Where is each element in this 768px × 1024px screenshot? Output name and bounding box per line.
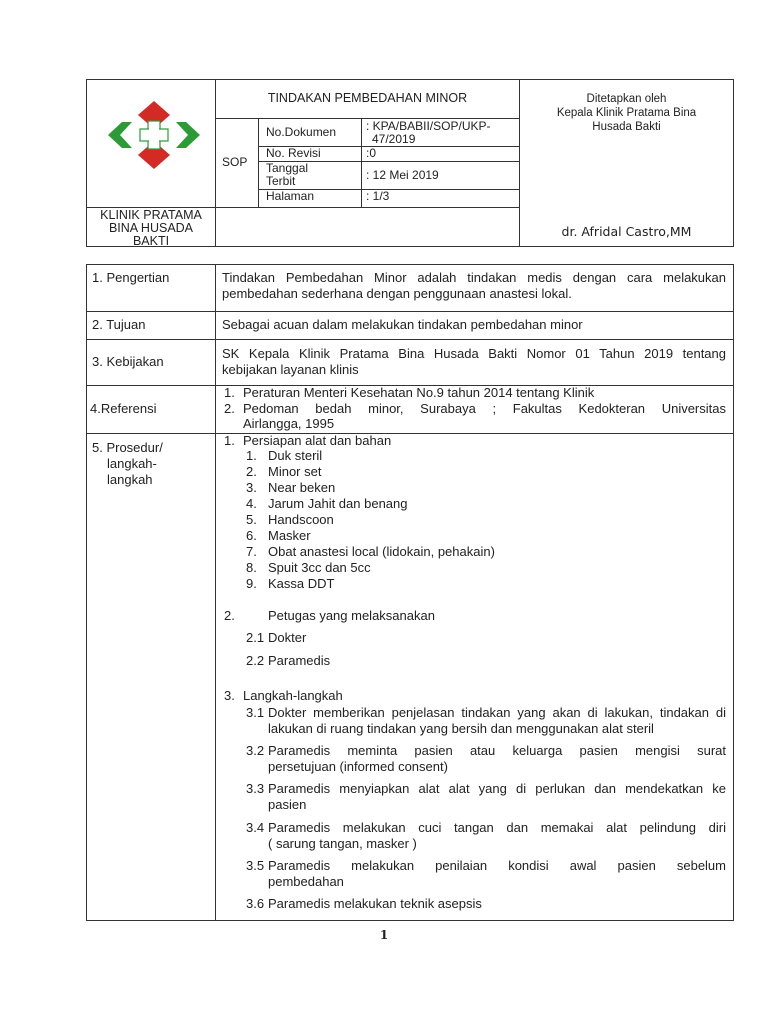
established-line: Ditetapkan oleh [586, 93, 667, 105]
list-item: Masker [268, 528, 311, 543]
list-item: Pedoman bedah minor, Surabaya ; Fakultas Kedokteran Universitas [243, 401, 726, 416]
list-number: 3.1 [246, 705, 265, 720]
section-label: 3. Kebijakan [92, 354, 164, 369]
list-number: 2. [224, 401, 235, 416]
list-number: 6. [246, 528, 257, 543]
list-item: Peraturan Menteri Kesehatan No.9 tahun 2014 tentang Klinik [243, 385, 595, 400]
header-divider [361, 118, 362, 207]
list-item: pasien [268, 797, 307, 812]
logo-green-chevron [176, 122, 200, 148]
list-number: 7. [246, 544, 257, 559]
clinic-name-line: BAKTI [132, 234, 170, 248]
list-number: 5. [246, 512, 257, 527]
list-item: Dokter [268, 630, 307, 645]
list-number: 2. [246, 464, 257, 479]
meta-label-tanggal: Tanggal [266, 161, 309, 175]
meta-value-tanggal: : 12 Mei 2019 [366, 168, 439, 182]
list-item: Paramedis menyiapkan alat alat yang di perlukan dan mendekatkan ke [268, 781, 726, 796]
list-item: Obat anastesi local (lidokain, pehakain) [268, 544, 495, 559]
meta-value-nodokumen: : KPA/BABII/SOP/UKP- [366, 119, 491, 133]
meta-label-nodokumen: No.Dokumen [266, 125, 337, 139]
document-title: TINDAKAN PEMBEDAHAN MINOR [267, 91, 468, 105]
list-number: 3.2 [246, 743, 265, 758]
list-item: Kassa DDT [268, 576, 335, 591]
meta-value-revisi: :0 [366, 146, 377, 160]
section-label: 4.Referensi [90, 401, 157, 416]
list-item: Paramedis melakukan cuci tangan dan memakai alat pelindung diri [268, 820, 726, 835]
list-item: Jarum Jahit dan benang [268, 496, 408, 511]
list-item: Airlangga, 1995 [243, 416, 335, 431]
list-item: Paramedis melakukan penilaian kondisi awal pasien sebelum [268, 858, 726, 873]
list-item: Dokter memberikan penjelasan tindakan yang akan di lakukan, tindakan di [268, 705, 726, 720]
subsection-title: Petugas yang melaksanakan [268, 608, 435, 623]
list-number: 3.4 [246, 820, 265, 835]
section-text: Sebagai acuan dalam melakukan tindakan pembedahan minor [222, 317, 583, 332]
header-divider [258, 118, 259, 207]
list-item: Paramedis [268, 653, 331, 668]
list-number: 9. [246, 576, 257, 591]
list-number: 2.1 [246, 630, 265, 645]
header-divider [215, 207, 520, 208]
section-text: kebijakan layanan klinis [222, 362, 359, 377]
list-item: Paramedis meminta pasien atau keluarga pasien mengisi surat [268, 743, 726, 758]
list-item: ( sarung tangan, masker ) [268, 836, 417, 851]
list-item: Paramedis melakukan teknik asepsis [268, 896, 482, 911]
list-item: lakukan di ruang tindakan yang bersih dan menggunakan alat steril [268, 721, 654, 736]
row-divider [86, 311, 734, 312]
clinic-logo [106, 100, 202, 170]
list-item: Duk steril [268, 448, 323, 463]
list-number: 1. [246, 448, 257, 463]
subsection-title: Persiapan alat dan bahan [243, 433, 392, 448]
list-number: 3.5 [246, 858, 265, 873]
signatory-name: dr. Afridal Castro,MM [561, 224, 692, 239]
list-item: Near beken [268, 480, 336, 495]
list-item: Handscoon [268, 512, 334, 527]
section-label: 1. Pengertian [92, 270, 170, 285]
list-item: pembedahan [268, 874, 344, 889]
list-item: Minor set [268, 464, 322, 479]
section-text: SK Kepala Klinik Pratama Bina Husada Bakti Nomor 01 Tahun 2019 tentang [222, 346, 726, 361]
section-label: 5. Prosedur/ [92, 440, 163, 455]
list-number: 1. [224, 433, 235, 448]
section-label: 2. Tujuan [92, 317, 146, 332]
meta-label-tanggal: Terbit [266, 174, 296, 188]
meta-value-nodokumen: 47/2019 [372, 132, 416, 146]
list-item: persetujuan (informed consent) [268, 759, 448, 774]
list-item: Spuit 3cc dan 5cc [268, 560, 371, 575]
established-line: Kepala Klinik Pratama Bina [556, 107, 697, 119]
logo-green-chevron [108, 122, 132, 148]
column-divider [215, 264, 216, 921]
list-number: 3.6 [246, 896, 265, 911]
section-label: langkah [107, 472, 153, 487]
list-number: 3. [224, 688, 235, 703]
established-line: Husada Bakti [592, 121, 661, 133]
section-text: Tindakan Pembedahan Minor adalah tindakan medis dengan cara melakukan [222, 270, 726, 285]
subsection-title: Langkah-langkah [243, 688, 343, 703]
section-text: pembedahan sederhana dengan penggunaan anastesi lokal. [222, 286, 572, 301]
meta-value-halaman: : 1/3 [366, 189, 390, 203]
list-number: 2. [224, 608, 235, 623]
list-number: 3.3 [246, 781, 265, 796]
list-number: 2.2 [246, 653, 265, 668]
meta-label-halaman: Halaman [266, 189, 315, 203]
meta-label-revisi: No. Revisi [266, 146, 321, 160]
sop-label: SOP [222, 155, 248, 169]
section-label: langkah- [107, 456, 157, 471]
clinic-name-line: BINA HUSADA [108, 221, 194, 235]
clinic-name-line: KLINIK PRATAMA [100, 208, 202, 222]
list-number: 3. [246, 480, 257, 495]
row-divider [86, 339, 734, 340]
row-divider [86, 433, 734, 434]
page-number: 1 [379, 928, 389, 942]
list-number: 4. [246, 496, 257, 511]
list-number: 8. [246, 560, 257, 575]
list-number: 1. [224, 385, 235, 400]
